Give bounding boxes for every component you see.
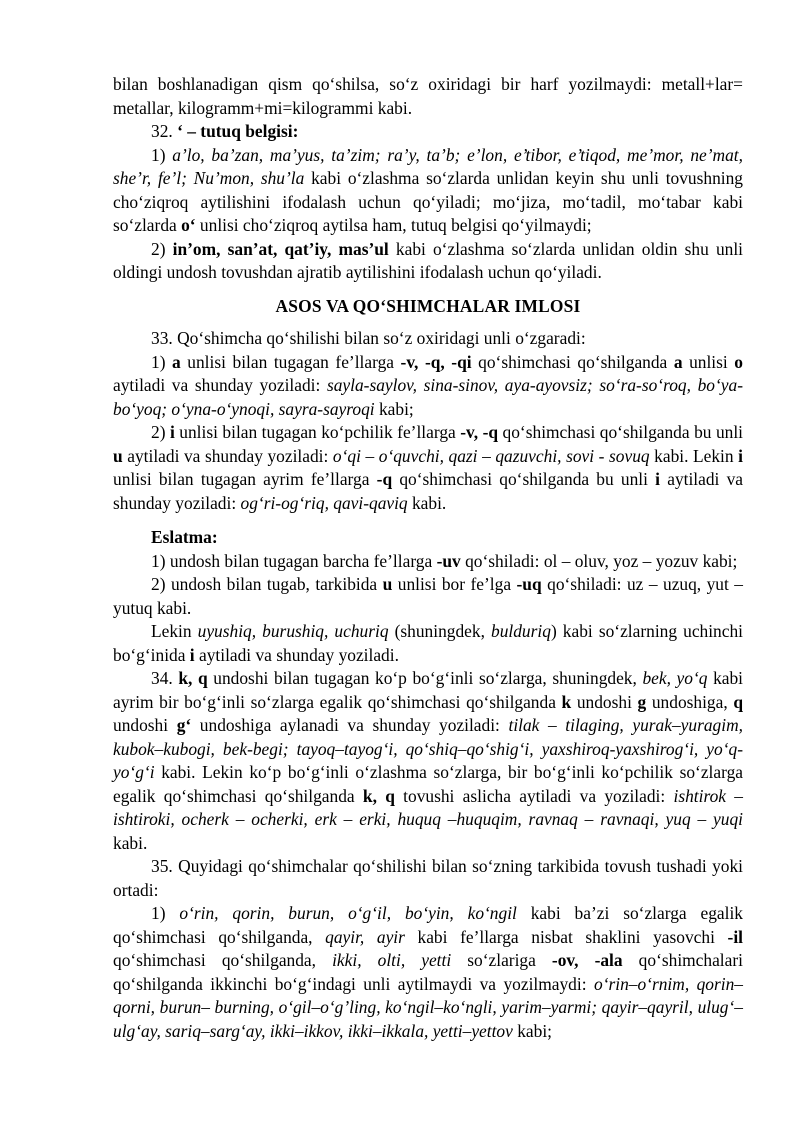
- bold-text: u: [382, 574, 393, 594]
- text-run: qo‘shimchasi qo‘shilganda,: [113, 950, 333, 970]
- text-run: tovushi aslicha aytiladi va yoziladi:: [394, 785, 674, 806]
- text-run: 1): [151, 903, 180, 923]
- italic-example: bulduriq: [491, 621, 551, 641]
- text-run: bilan boshlanadigan qism qo‘shilsa, so‘z oxiridagi bir harf yozilmaydi: metall+lar= metallar, kilogramm+mi=kilogrammi kabi.: [113, 74, 743, 118]
- text-run: kabi fe’llarga nisbat shaklini yasovchi: [404, 926, 728, 947]
- italic-example: o‘qi – o‘quvchi, qazi – qazuvchi, sovi - sovuq: [332, 445, 650, 466]
- text-run: aytiladi va shunday yoziladi:: [122, 445, 333, 466]
- italic-example: qayir, ayir: [325, 926, 405, 947]
- text-run: qo‘shimchasi qo‘shilganda bu unli: [498, 422, 743, 442]
- text-run: (shuningdek,: [388, 621, 492, 641]
- text-run: kabi;: [512, 1020, 552, 1041]
- text-run: 1) undosh bilan tugagan barcha fe’llarga: [151, 550, 437, 571]
- text-run: so‘zlariga: [451, 950, 552, 970]
- text-run: aytiladi va shunday yoziladi:: [113, 469, 743, 513]
- note-heading-label: Eslatma:: [151, 527, 218, 547]
- rule-33-item-1: [113, 351, 743, 422]
- bold-text: k, q: [178, 668, 208, 688]
- text-run: unlisi cho‘ziqroq aytilsa ham, tutuq belgisi qo‘yilmaydi;: [195, 215, 592, 235]
- bold-text: -uq: [516, 574, 542, 594]
- bold-text: a: [172, 351, 181, 372]
- text-run: undoshi: [571, 691, 638, 712]
- italic-example: sayla-saylov, sina-sinov, aya-ayovsiz; so‘ra-so‘roq, bo‘ya-bo‘yoq; o‘yna-o‘ynoqi, sayra-sayroqi: [113, 375, 743, 419]
- bold-text: q: [733, 691, 743, 712]
- text-run: kabi o‘zlashma so‘zlarda unlidan oldin shu unli oldingi undosh tovushdan ajratib aytilishini ifodalash uchun qo‘yiladi.: [113, 238, 743, 282]
- text-run: unlisi bilan tugagan ko‘pchilik fe’llarga: [174, 422, 461, 442]
- text-run: aytiladi va shunday yoziladi:: [113, 375, 327, 395]
- bold-text: o: [734, 351, 743, 372]
- text-run: unlisi: [682, 351, 735, 372]
- rule-33-title: [113, 327, 743, 351]
- italic-example: ishtirok – ishtiroki, ocherk – ocherki, erk – erki, huquq –huquqim, ravnaq – ravnaqi, yuq – yuqi: [113, 785, 743, 829]
- italic-example: o‘rin–o‘rnim, qorin–qorni, burun– burning, o‘gil–o‘g’ling, ko‘ngil–ko‘ngli, yarim–yarmi; qayir–qayril, ulug‘– ulg‘ay, sariq–sarg‘ay, ikki–ikkov, ikki–ikkala, yetti–yettov: [113, 973, 743, 1041]
- text-run: aytiladi va shunday yoziladi.: [194, 644, 399, 665]
- note-exception: [113, 620, 743, 667]
- text-run: qo‘shiladi: uz – uzuq, yut – yutuq kabi.: [113, 574, 743, 618]
- bold-text: i: [655, 469, 661, 489]
- text-run: unlisi bor fe’lga: [392, 574, 517, 594]
- text-run: qo‘shimchalari qo‘shilganda ikkinchi bo‘g‘indagi unli aytilmaydi va yozilmaydi:: [113, 950, 743, 994]
- bold-text: g‘: [176, 715, 192, 735]
- text-run: kabi ayrim bir bo‘g‘inli so‘zlarga egalik qo‘shimchasi qo‘shilganda: [113, 668, 744, 712]
- bold-text: -q: [376, 469, 393, 489]
- rule-32-item-1: [113, 144, 743, 238]
- italic-example: og‘ri-og‘riq, qavi-qaviq: [240, 492, 408, 513]
- bold-text: i: [169, 422, 175, 442]
- rule-35-item-1: [113, 902, 743, 1043]
- note-heading: [113, 526, 743, 550]
- text-run: unlisi bilan tugagan fe’llarga: [180, 351, 401, 372]
- text-run: undoshi bilan tugagan ko‘p bo‘g‘inli so‘zlarga, shuningdek,: [207, 668, 643, 688]
- text-run: 1): [151, 144, 173, 165]
- text-run: qo‘shimchasi qo‘shilganda bu unli: [392, 469, 656, 489]
- text-run: kabi;: [374, 398, 414, 419]
- italic-example: tilak – tilaging, yurak–yuragim, kubok–kubogi, bek-begi; tayoq–tayog‘i, qo‘shiq–qo‘shig‘i, yaxshiroq-yaxshirog‘i, yo‘q-yo‘g‘i: [113, 715, 743, 782]
- text-run: 1): [151, 351, 173, 372]
- bold-text: -v, -q: [460, 422, 499, 442]
- text-run: 32.: [151, 121, 178, 141]
- bold-text: k: [561, 691, 572, 712]
- text-run: kabi.: [407, 492, 447, 513]
- bold-text: i: [189, 644, 195, 665]
- spacer: [113, 515, 743, 526]
- bold-text: -v, -q, -qi: [400, 351, 472, 372]
- text-run: qo‘shiladi: ol – oluv, yoz – yozuv kabi;: [460, 550, 738, 571]
- text-run: ) kabi so‘zlarning uchinchi bo‘g‘inida: [113, 621, 744, 665]
- text-run: 2): [151, 238, 173, 259]
- paragraph-intro: [113, 73, 743, 120]
- text-run: kabi o‘zlashma so‘zlarda unlidan keyin shu unli tovushning cho‘ziqroq aytilishini ifodalash uchun qo‘yiladi; mo‘jiza, mo‘tadil, mo‘tabar kabi so‘zlarda: [113, 168, 743, 235]
- italic-example: a’lo, ba’zan, ma’yus, ta’zim; ra’y, ta’b; e’lon, e’tibor, e’tiqod, me’mor, ne’mat, she’r, fe’l; Nu’mon, shu’la: [113, 144, 743, 188]
- italic-example: ikki, olti, yetti: [332, 950, 452, 970]
- italic-example: o‘rin, qorin, burun, o‘g‘il, bo‘yin, ko‘ngil: [179, 903, 517, 923]
- text-run: 2) undosh bilan tugab, tarkibida: [151, 574, 383, 594]
- rule-35-title: [113, 855, 743, 902]
- text-run: kabi ba’zi so‘zlarga egalik qo‘shimchasi qo‘shilganda,: [113, 903, 743, 947]
- text-run: undoshi: [113, 715, 177, 735]
- text-run: 33. Qo‘shimcha qo‘shilishi bilan so‘z oxiridagi unli o‘zgaradi:: [151, 328, 586, 348]
- bold-text: in’om, san’at, qat’iy, mas’ul: [172, 238, 389, 259]
- text-run: 34.: [151, 668, 179, 688]
- bold-text: ‘ – tutuq belgisi:: [177, 121, 299, 141]
- section-heading: ASOS VA QO‘SHIMCHALAR IMLOSI: [275, 295, 581, 316]
- bold-text: -uv: [436, 550, 461, 571]
- text-run: undoshiga aylanadi va shunday yoziladi:: [191, 715, 509, 735]
- italic-example: uyushiq, burushiq, uchuriq: [197, 621, 389, 641]
- bold-text: o‘: [181, 215, 196, 235]
- text-run: kabi. Lekin: [649, 445, 739, 466]
- rule-34: [113, 667, 743, 855]
- bold-text: i: [738, 445, 743, 466]
- text-run: 35. Quyidagi qo‘shimchalar qo‘shilishi bilan so‘zning tarkibida tovush tushadi yoki ortadi:: [113, 856, 743, 900]
- rule-33-item-2: [113, 421, 743, 515]
- text-run: qo‘shimchasi qo‘shilganda: [471, 351, 674, 372]
- text-run: 2): [151, 422, 170, 442]
- bold-text: a: [673, 351, 683, 372]
- rule-32-title: [113, 120, 743, 144]
- bold-text: k, q: [362, 785, 395, 806]
- text-run: unlisi bilan tugagan ayrim fe’llarga: [113, 469, 377, 489]
- text-run: kabi. Lekin ko‘p bo‘g‘inli o‘zlashma so‘zlarga, bir bo‘g‘inli ko‘pchilik so‘zlarga egalik qo‘shimchasi qo‘shilganda: [113, 762, 743, 806]
- text-run: Lekin: [151, 621, 198, 641]
- document-page: [113, 73, 743, 1043]
- bold-text: -il: [727, 926, 743, 947]
- bold-text: -ov, -ala: [551, 950, 623, 970]
- text-run: undoshiga,: [646, 691, 734, 712]
- text-run: kabi.: [113, 832, 148, 853]
- note-item-2: [113, 573, 743, 620]
- bold-text: u: [113, 445, 123, 466]
- italic-example: bek, yo‘q: [642, 668, 708, 688]
- note-item-1: [113, 550, 743, 574]
- bold-text: g: [637, 691, 647, 712]
- rule-32-item-2: [113, 238, 743, 285]
